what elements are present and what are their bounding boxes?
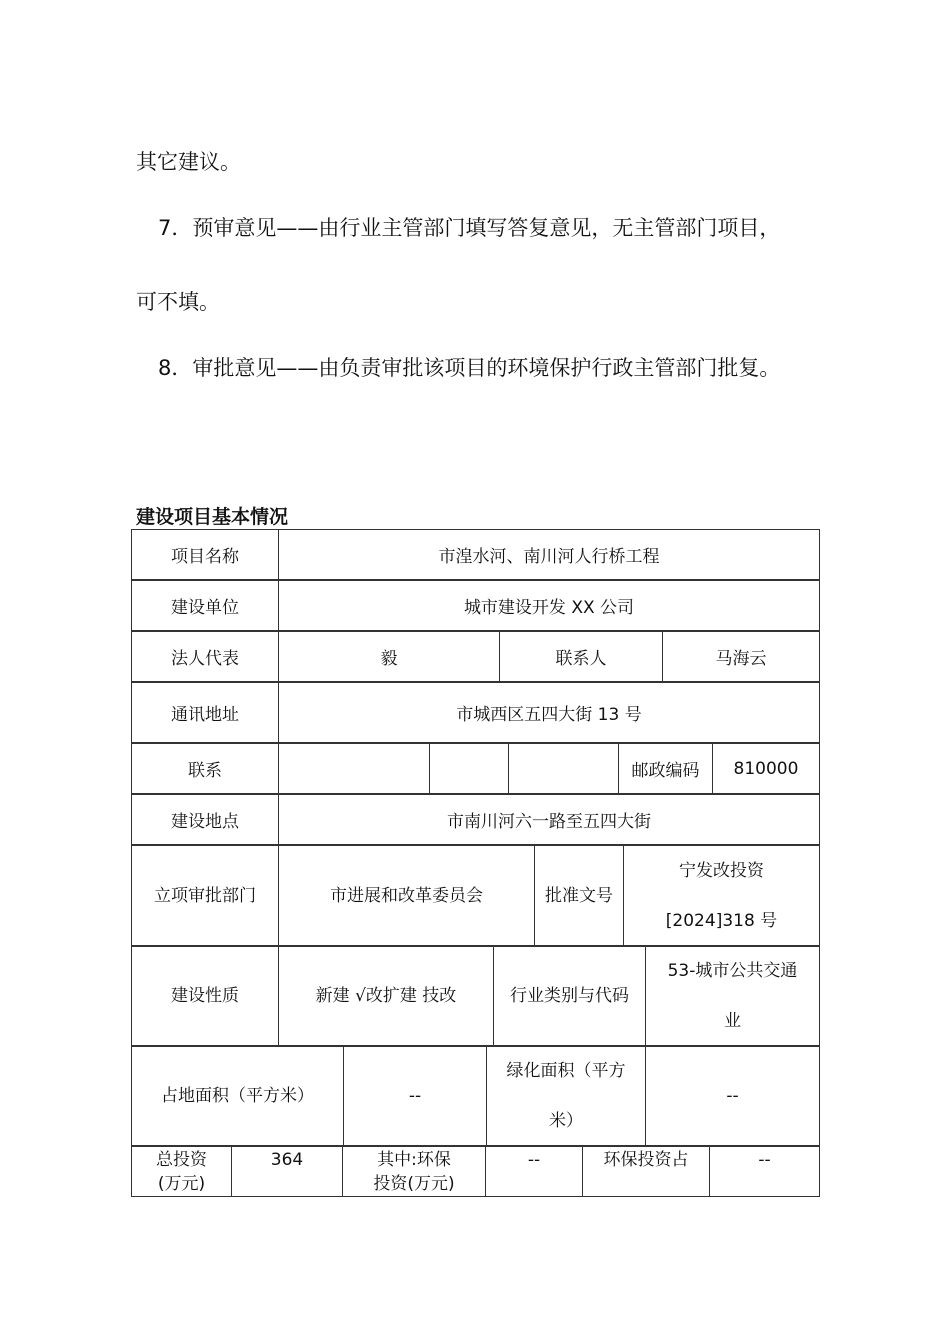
label-approval-no: 批准文号: [535, 846, 624, 947]
value-green-area: --: [646, 1046, 820, 1147]
total-invest-label-line1: 总投资: [156, 1150, 207, 1170]
row-area: [131, 1045, 820, 1147]
row-builder: [131, 580, 820, 631]
green-area-label-line2: 米）: [549, 1111, 583, 1131]
value-total-invest: 364: [232, 1146, 343, 1197]
label-project-name: 项目名称: [132, 530, 279, 580]
paragraph-pre-review-cont: 可不填。: [136, 290, 220, 314]
value-env-invest: --: [486, 1146, 583, 1197]
value-postcode: 810000: [713, 744, 820, 794]
table-title: 建设项目基本情况: [136, 506, 289, 528]
value-phone-2: [430, 744, 509, 794]
row-nature: [131, 945, 820, 1047]
value-site: 市南川河六一路至五四大街: [279, 795, 820, 845]
approval-no-line1: 宁发改投资: [679, 861, 764, 881]
label-builder: 建设单位: [132, 581, 279, 631]
label-env-ratio: 环保投资占: [583, 1146, 710, 1197]
label-green-area: [487, 1046, 646, 1147]
value-phone-3: [509, 744, 619, 794]
row-address: [131, 682, 820, 743]
paragraph-other-suggestions: 其它建议。: [136, 150, 241, 174]
value-builder: 城市建设开发 XX 公司: [279, 581, 820, 631]
row-site: [131, 794, 820, 845]
value-approval-dept: 市进展和改革委员会: [279, 846, 535, 947]
row-investment: [131, 1145, 820, 1197]
label-approval-dept: 立项审批部门: [132, 846, 279, 947]
value-land-area: --: [344, 1046, 487, 1147]
label-land-area: 占地面积（平方米）: [132, 1046, 344, 1147]
label-industry: 行业类别与代码: [494, 946, 646, 1047]
row-phone: [131, 743, 820, 794]
industry-line1: 53-城市公共交通: [667, 961, 798, 981]
label-phone: 联系: [132, 744, 279, 794]
value-legal-rep: 毅: [279, 632, 500, 682]
label-nature: 建设性质: [132, 946, 279, 1047]
label-postcode: 邮政编码: [619, 744, 713, 794]
approval-no-line2: [2024]318 号: [665, 911, 778, 931]
paragraph-pre-review: 7．预审意见——由行业主管部门填写答复意见，无主管部门项目，: [158, 216, 781, 240]
label-contact: 联系人: [500, 632, 663, 682]
value-contact: 马海云: [663, 632, 820, 682]
value-approval-no: [624, 846, 820, 947]
row-approval: [131, 845, 820, 947]
value-phone-1: [279, 744, 430, 794]
green-area-label-line1: 绿化面积（平方: [506, 1061, 626, 1081]
label-legal-rep: 法人代表: [132, 632, 279, 682]
env-invest-label-line2: 投资(万元): [373, 1174, 455, 1194]
paragraph-approval: 8．审批意见——由负责审批该项目的环境保护行政主管部门批复。: [158, 356, 781, 380]
row-legal-rep: [131, 631, 820, 682]
label-site: 建设地点: [132, 795, 279, 845]
value-project-name: 市湟水河、南川河人行桥工程: [279, 530, 820, 580]
value-nature: 新建 √改扩建 技改: [279, 946, 494, 1047]
row-project-name: [131, 529, 820, 580]
label-address: 通讯地址: [132, 683, 279, 743]
total-invest-label-line2: (万元): [157, 1174, 206, 1194]
value-env-ratio: --: [710, 1146, 820, 1197]
value-address: 市城西区五四大街 13 号: [279, 683, 820, 743]
label-total-invest: [132, 1146, 232, 1197]
value-industry: [646, 946, 820, 1047]
label-env-invest: [343, 1146, 486, 1197]
env-invest-label-line1: 其中:环保: [377, 1150, 451, 1170]
industry-line2: 业: [724, 1011, 741, 1031]
